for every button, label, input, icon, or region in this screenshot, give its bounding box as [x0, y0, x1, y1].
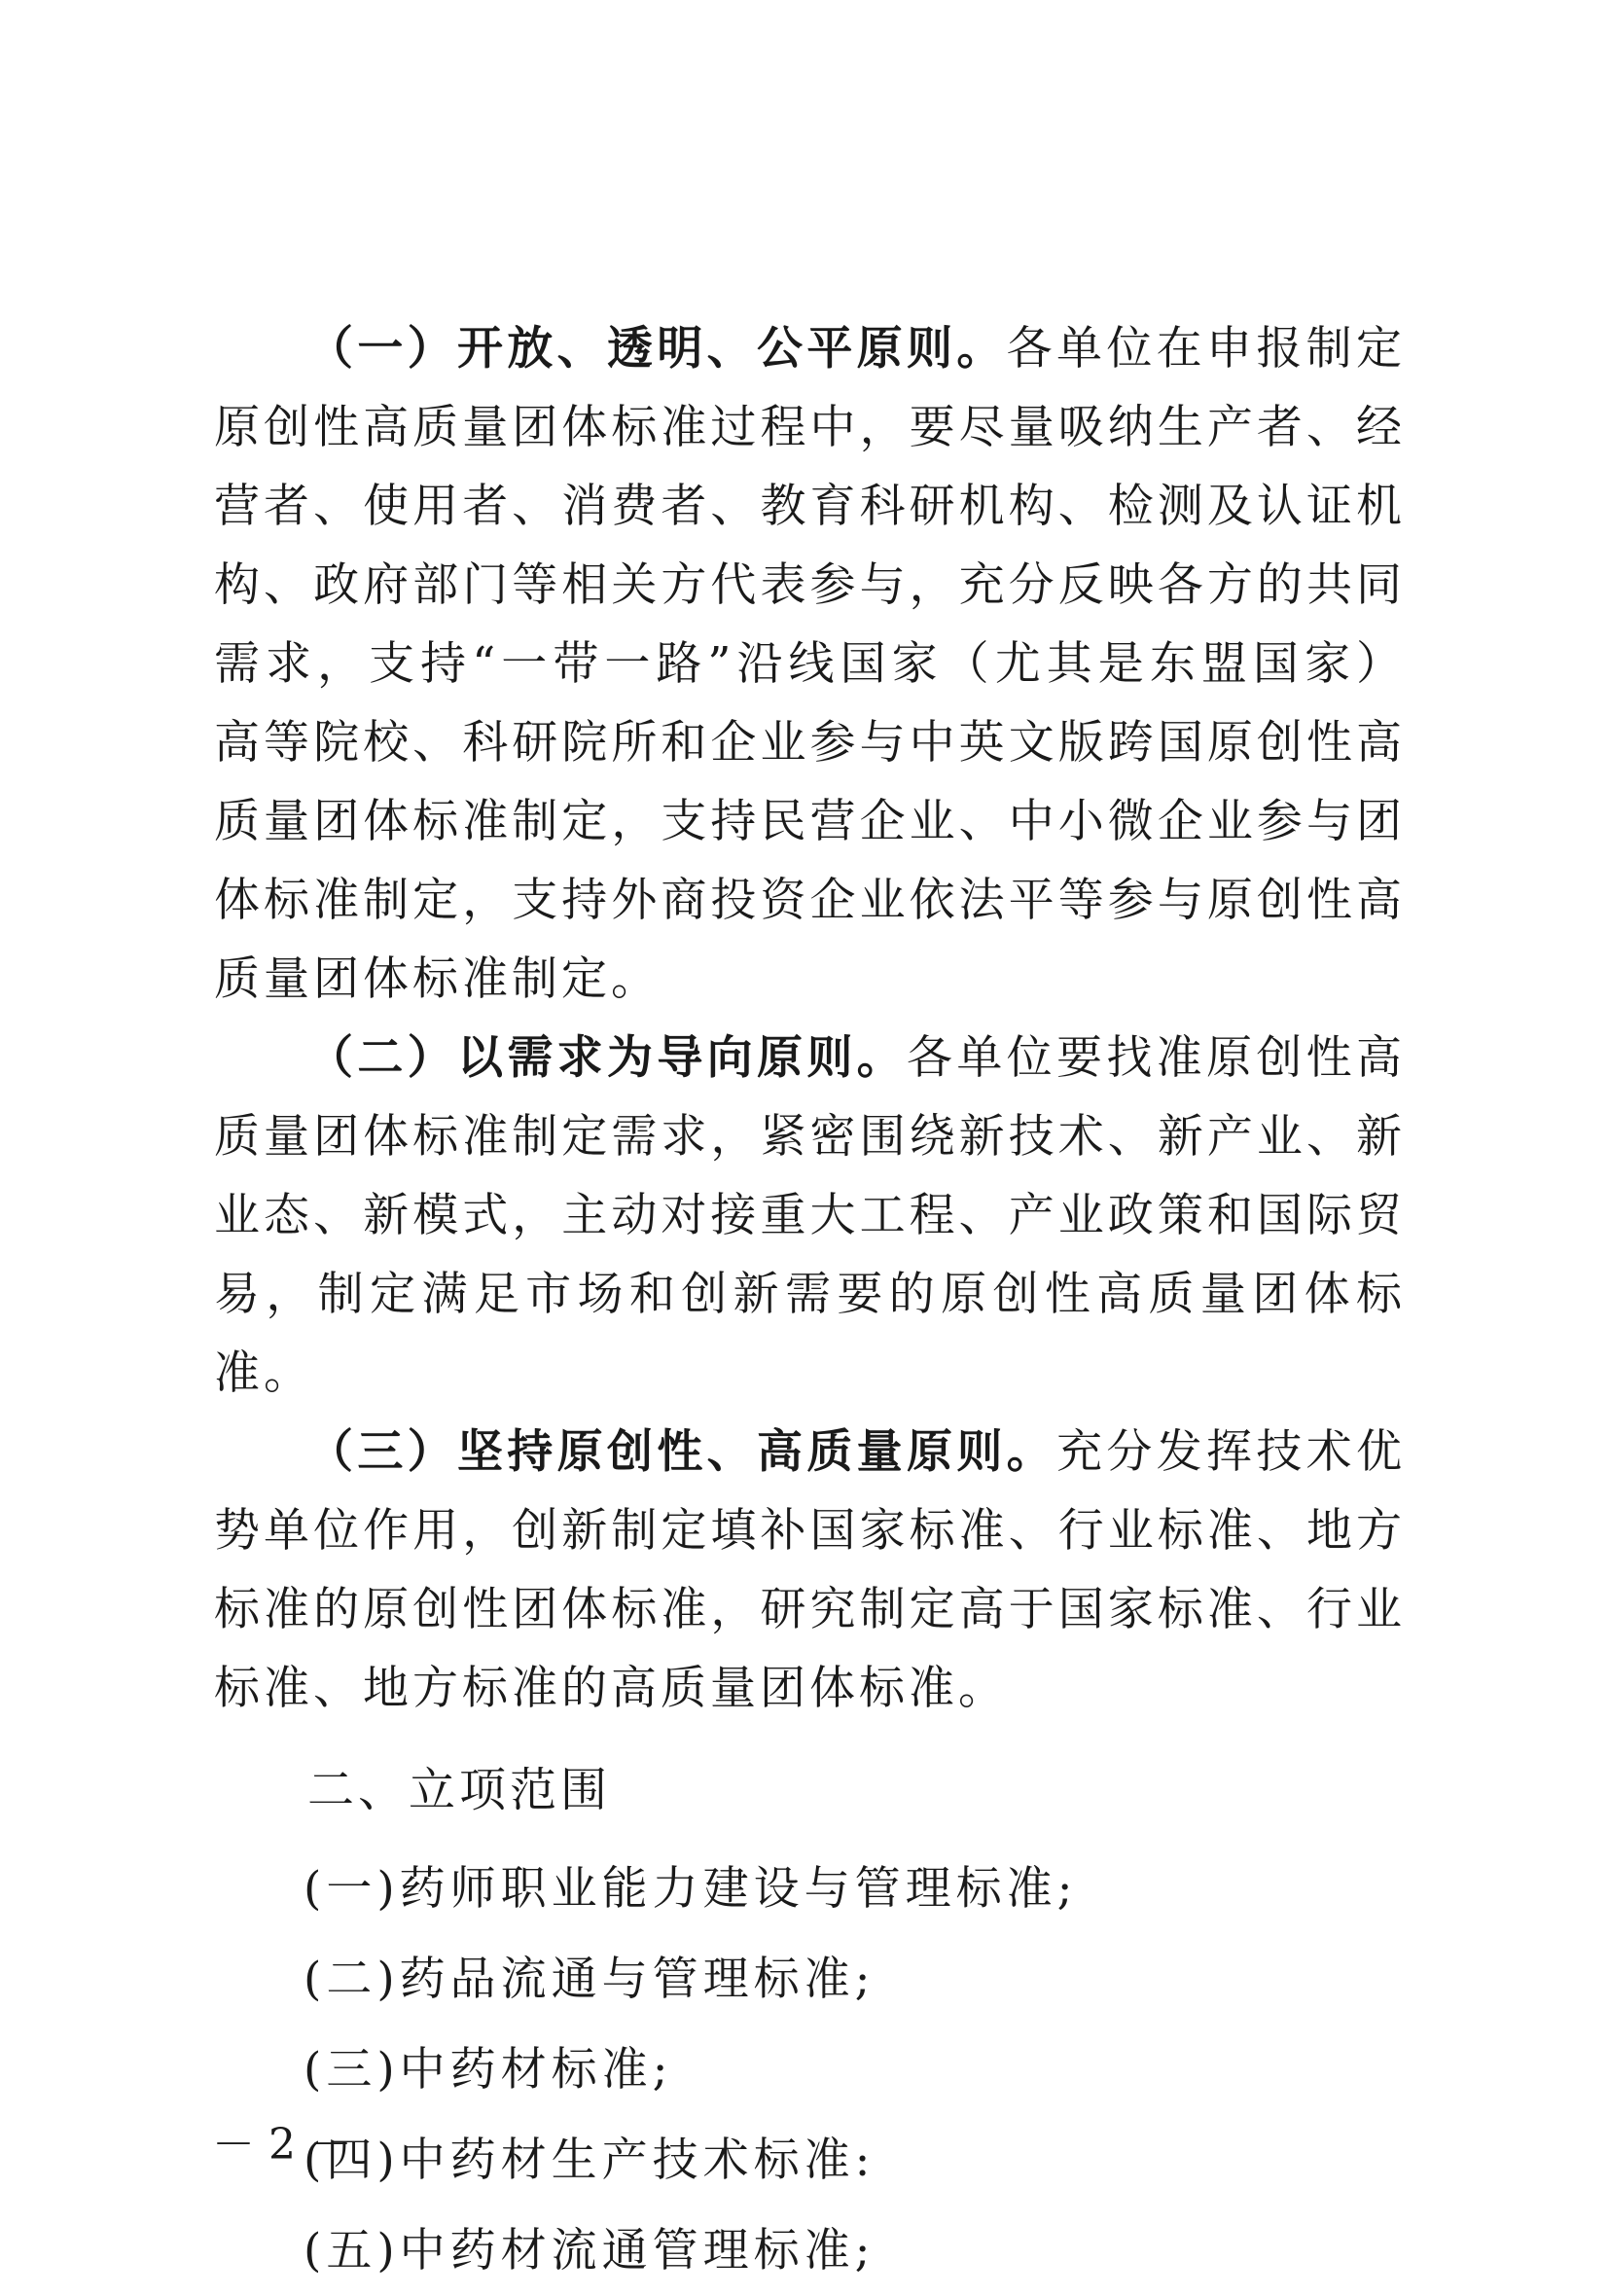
- principle-paragraph-1: [214, 309, 1406, 1019]
- list-item: (五)中药材流通管理标准;: [304, 2224, 876, 2278]
- list-item: (一)药师职业能力建设与管理标准;: [304, 1862, 1078, 1916]
- principle-title-1: （一）开放、透明、公平原则。: [307, 322, 1007, 376]
- page-number: －2－: [212, 2120, 366, 2170]
- principle-paragraph-2: [214, 1019, 1406, 1413]
- list-item: (二)药品流通与管理标准;: [304, 1953, 876, 2006]
- principle-title-2: （二）以需求为导向原则。: [307, 1031, 907, 1085]
- section-heading: 二、立项范围: [307, 1763, 612, 1817]
- principle-body-2: 各单位要找准原创性高质量团体标准制定需求，紧密围绕新技术、新产业、新业态、新模式，主动对接重大工程、产业政策和国际贸易，制定满足市场和创新需要的原创性高质量团体标准。: [214, 1031, 1406, 1400]
- document-content: [214, 309, 1406, 2296]
- principle-title-3: （三）坚持原创性、高质量原则。: [307, 1425, 1056, 1479]
- list-item: (四)中药材生产技术标准:: [304, 2134, 876, 2187]
- principle-paragraph-3: [214, 1413, 1406, 1728]
- principle-body-1: 各单位在申报制定原创性高质量团体标准过程中，要尽量吸纳生产者、经营者、使用者、消费者、教育科研机构、检测及认证机构、政府部门等相关方代表参与，充分反映各方的共同需求，支持“一带一路”沿线国家（尤其是东盟国家）高等院校、科研院所和企业参与中英文版跨国原创性高质量团体标准制定，支持民营企业、中小微企业参与团体标准制定，支持外商投资企业依法平等参与原创性高质量团体标准制定。: [214, 322, 1407, 1006]
- list-item: (三)中药材标准;: [304, 2043, 673, 2097]
- principle-body-3: 充分发挥技术优势单位作用，创新制定填补国家标准、行业标准、地方标准的原创性团体标准，研究制定高于国家标准、行业标准、地方标准的高质量团体标准。: [214, 1425, 1406, 1715]
